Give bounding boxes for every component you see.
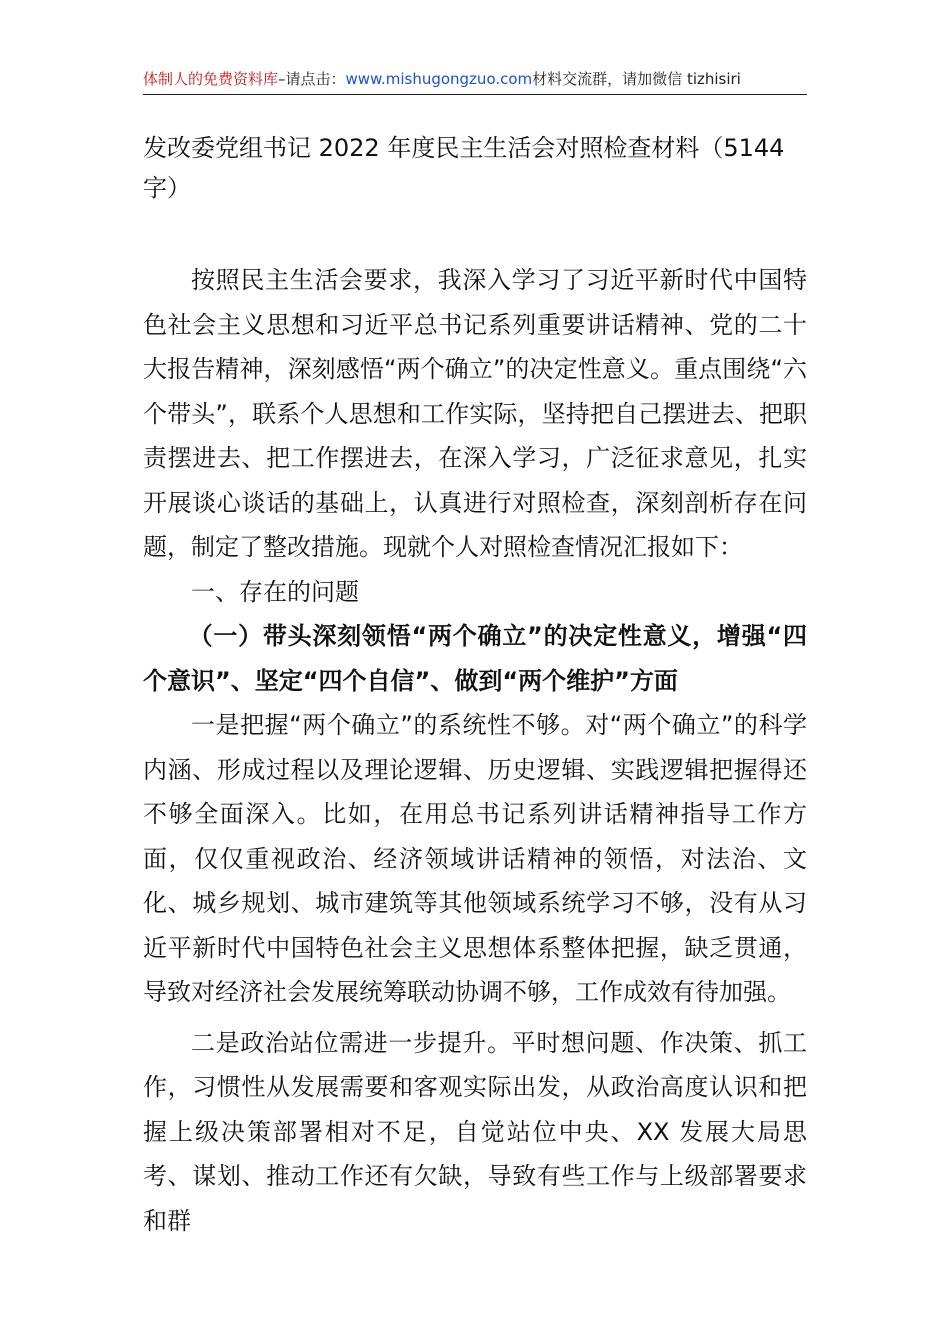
document-title: 发改委党组书记 2022 年度民主生活会对照检查材料（5144字） xyxy=(143,134,785,202)
section-heading: 一、存在的问题 xyxy=(191,577,359,606)
point-paragraph-1: 一是把握“两个确立”的系统性不够。对“两个确立”的科学内涵、形成过程以及理论逻辑、历史逻辑、实践逻辑把握得还不够全面深入。比如，在用总书记系列讲话精神指导工作方面，仅仅重视政治、经济领域讲话精神的领悟，对法治、文化、城乡规划、城市建筑等其他领域系统学习不够，没有从习近平新时代中国特色社会主义思想体系整体把握，缺乏贯通，导致对经济社会发展统筹联动协调不够，工作成效有待加强。 xyxy=(143,711,807,1006)
subsection-heading: （一）带头深刻领悟“两个确立”的决定性意义，增强“四个意识”、坚定“四个自信”、做到“两个维护”方面 xyxy=(143,622,807,695)
page-header xyxy=(143,66,807,95)
header-prompt: –请点击： xyxy=(278,70,346,88)
document-body xyxy=(143,258,807,1243)
header-url-link[interactable]: www.mishugongzuo.com xyxy=(345,70,533,88)
intro-paragraph: 按照民主生活会要求，我深入学习了习近平新时代中国特色社会主义思想和习近平总书记系列重要讲话精神、党的二十大报告精神，深刻感悟“两个确立”的决定性意义。重点围绕“六个带头”，联系个人思想和工作实际，坚持把自己摆进去、把职责摆进去、把工作摆进去，在深入学习，广泛征求意见，扎实开展谈心谈话的基础上，认真进行对照检查，深刻剖析存在问题，制定了整改措施。现就个人对照检查情况汇报如下： xyxy=(143,266,807,561)
header-note: 材料交流群，请加微信 tizhisiri xyxy=(532,70,741,88)
header-brand: 体制人的免费资料库 xyxy=(143,70,279,88)
point-paragraph-2: 二是政治站位需进一步提升。平时想问题、作决策、抓工作，习惯性从发展需要和客观实际出发，从政治高度认识和把握上级决策部署相对不足，自觉站位中央、XX 发展大局思考、谋划、推动工作还有欠缺，导致有些工作与上级部署要求和群 xyxy=(143,1028,807,1235)
